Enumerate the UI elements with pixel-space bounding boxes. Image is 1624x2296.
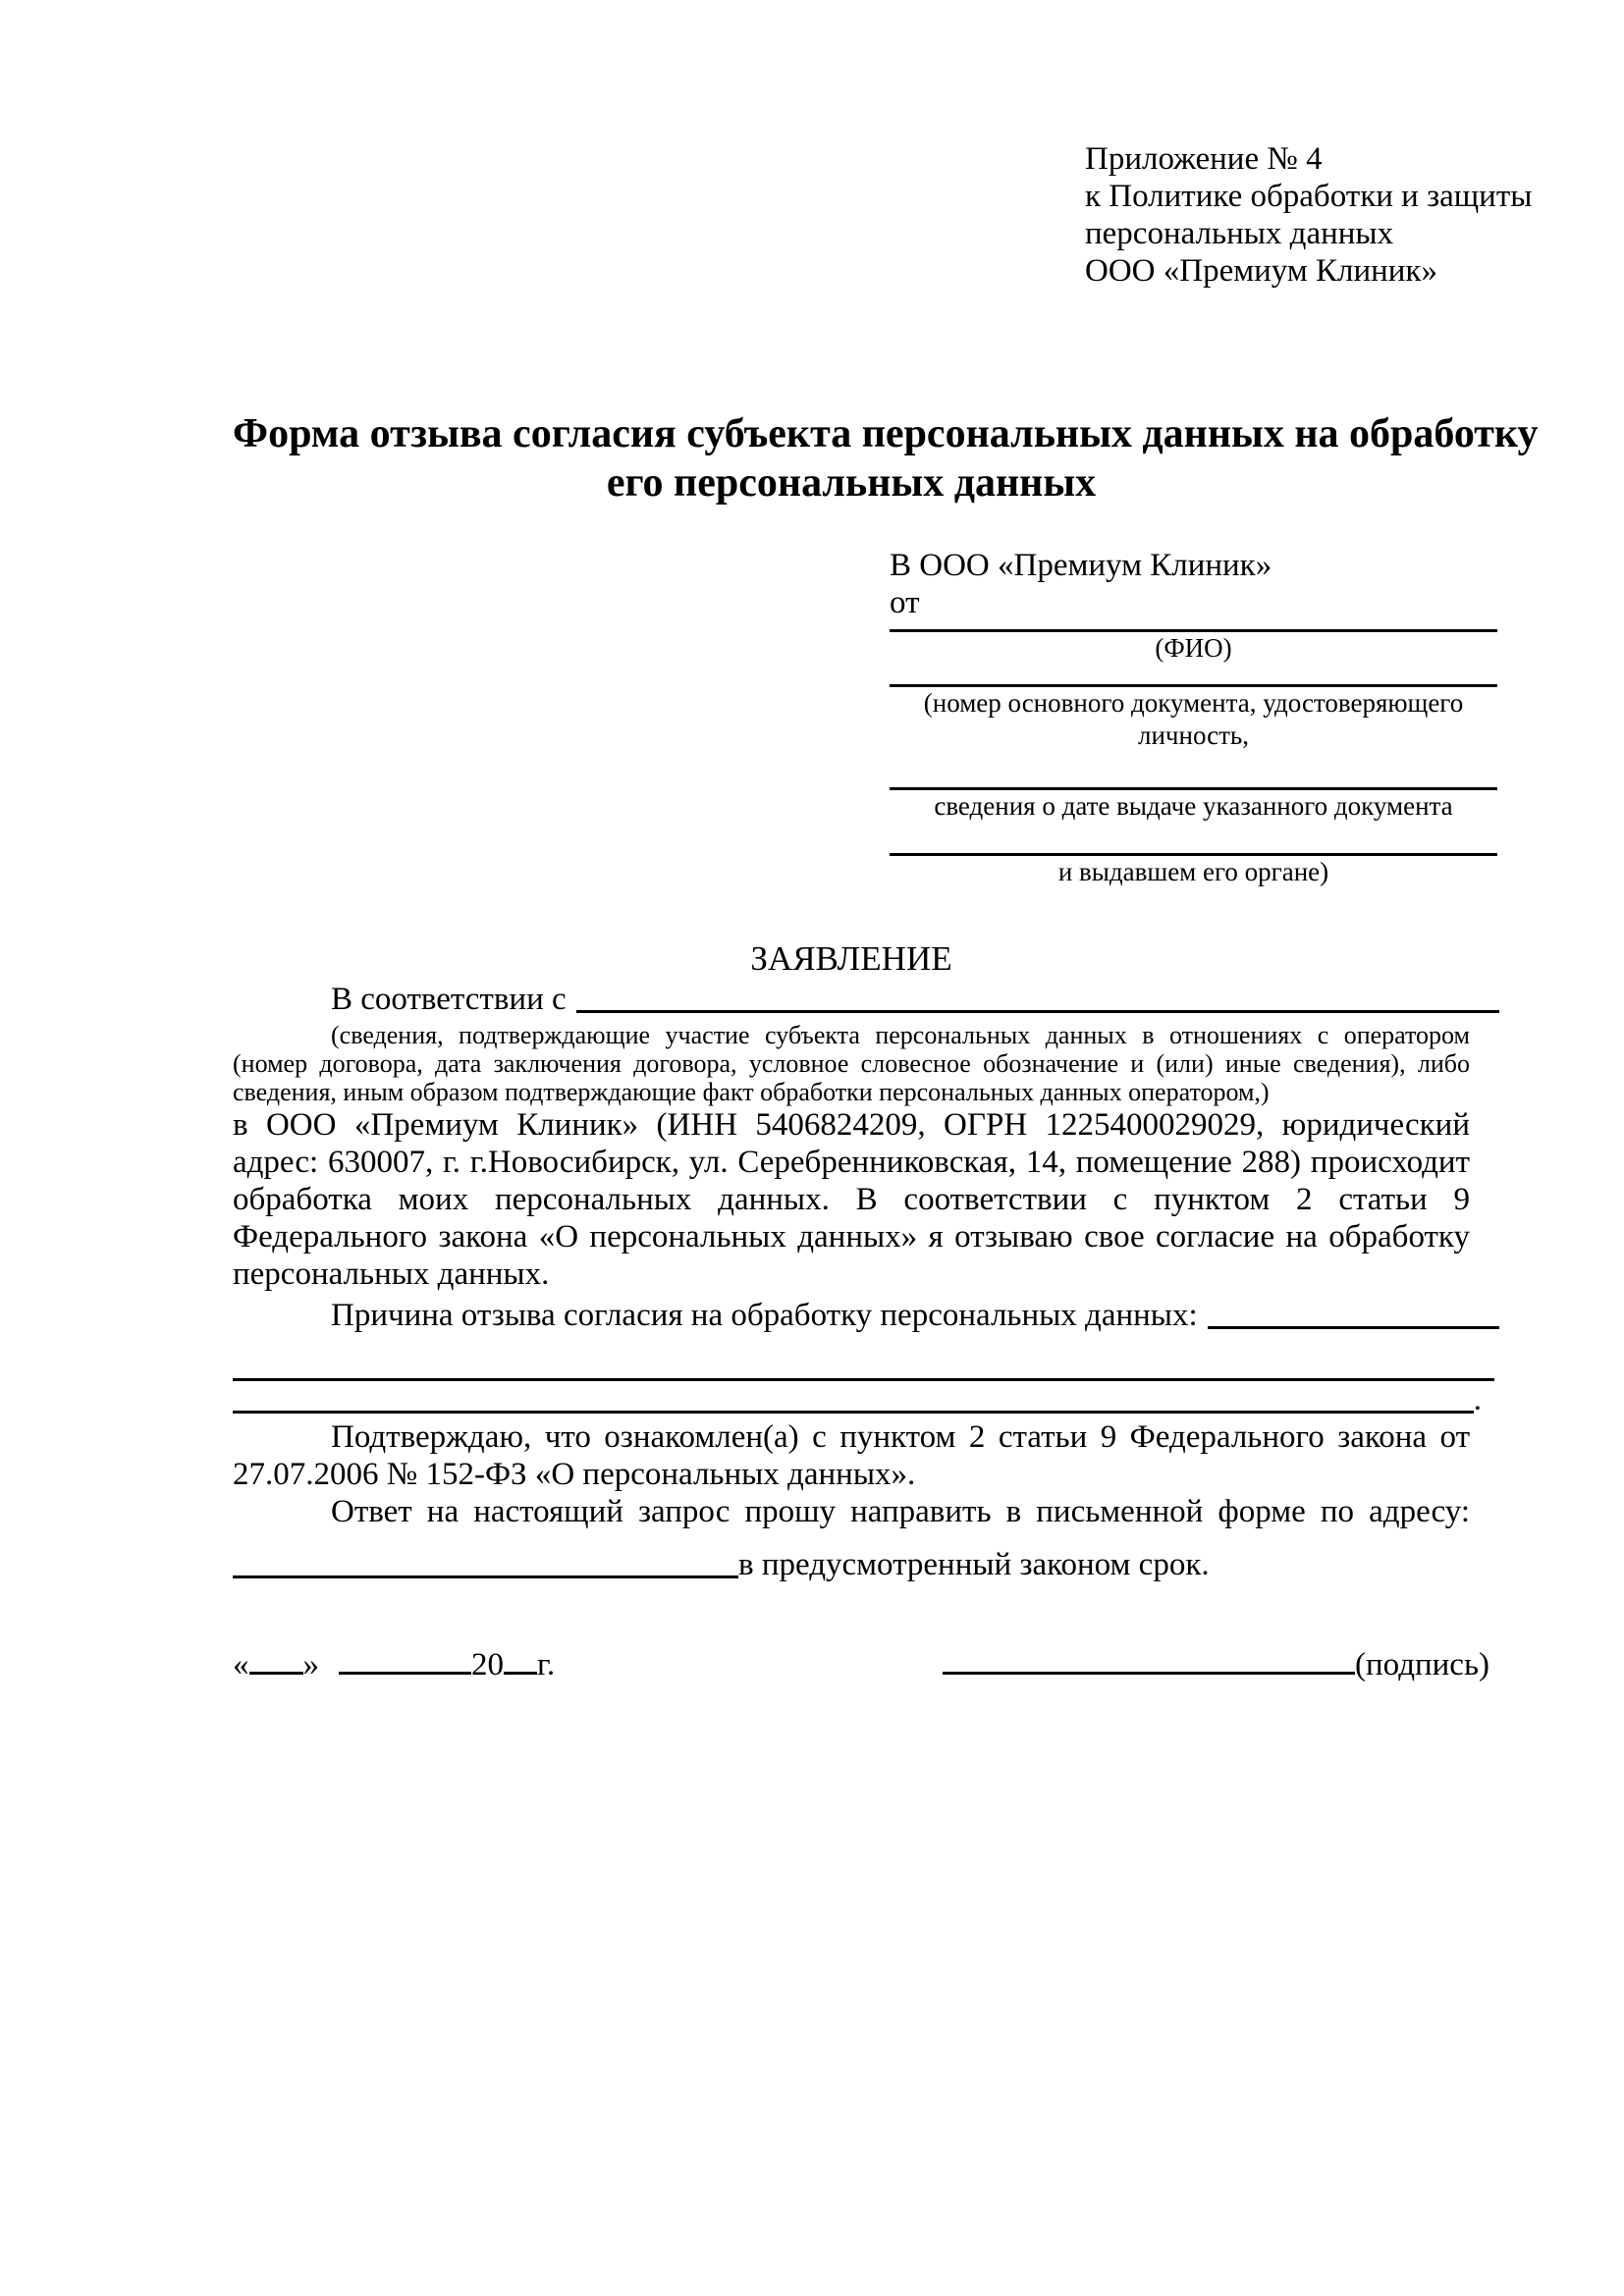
- appendix-block: [1085, 140, 1533, 290]
- year-prefix: 20: [471, 1647, 504, 1682]
- confirmation-paragraph: Подтверждаю, что ознакомлен(а) с пунктом 2 статьи 9 Федерального закона от 27.07.2006 № 152-ФЗ «О персональных данных».: [233, 1419, 1470, 1492]
- recipient-block: [890, 547, 1497, 888]
- year-suffix: г.: [537, 1647, 556, 1682]
- issuing-authority-blank-line: [890, 823, 1497, 856]
- recipient-from: от: [890, 585, 920, 620]
- appendix-line: к Политике обработки и защиты: [1085, 179, 1533, 214]
- signature-line: [943, 1646, 1489, 1683]
- fio-label: (ФИО): [1155, 633, 1232, 663]
- blank-terminator: .: [1473, 1382, 1482, 1417]
- accordance-prefix: В соответствии с: [331, 982, 567, 1017]
- issue-date-blank-line: [890, 752, 1497, 790]
- reason-row: [233, 1293, 1499, 1334]
- fine-print-note: (сведения, подтверждающие участие субъекта персональных данных в отношениях с оператором (номер договора, дата заключения договора, условное словесное обозначение и (или) иные сведения), либо сведения, иным образом подтверждающие факт обработки персональных данных оператором,): [233, 1021, 1470, 1106]
- response-suffix: в предусмотренный законом срок.: [738, 1547, 1210, 1582]
- appendix-line: Приложение № 4: [1085, 141, 1323, 177]
- signature-blank-line: [943, 1668, 1355, 1675]
- address-blank-line: [233, 1546, 738, 1578]
- date-line: [233, 1646, 555, 1683]
- issue-date-label: сведения о дате выдаче указанного документа: [934, 791, 1453, 821]
- page-title-line: Форма отзыва согласия субъекта персональных данных на обработку: [233, 411, 1539, 456]
- date-close-quote: »: [302, 1647, 319, 1682]
- reason-continuation-blank-line: [233, 1381, 1474, 1414]
- appendix-line: ООО «Премиум Клиник»: [1085, 253, 1437, 289]
- date-open-quote: «: [233, 1647, 249, 1682]
- document-number-label: (номер основного документа, удостоверяющего личность,: [923, 688, 1464, 750]
- fio-blank-line: [890, 621, 1497, 632]
- accordance-row: [233, 979, 1499, 1018]
- response-request-paragraph: Ответ на настоящий запрос прошу направить в письменной форме по адресу:: [331, 1494, 1470, 1529]
- year-blank-line: [504, 1668, 537, 1675]
- reason-prefix: Причина отзыва согласия на обработку персональных данных:: [331, 1298, 1198, 1333]
- day-blank-line: [249, 1668, 303, 1675]
- statement-body: в ООО «Премиум Клиник» (ИНН 5406824209, ОГРН 1225400029029, юридический адрес: 630007, г. г.Новосибирск, ул. Серебренниковская, 14, помещение 288) происходит обработка моих персональных данных. В соответствии с пунктом 2 статьи 9 Федерального закона «О персональных данных» я отзываю свое согласие на обработку персональных данных.: [233, 1107, 1470, 1292]
- statement-heading: ЗАЯВЛЕНИЕ: [750, 939, 952, 978]
- document-number-blank-line: [890, 665, 1497, 687]
- issuing-authority-label: и выдавшем его органе): [1057, 857, 1329, 886]
- accordance-blank-line: [576, 981, 1499, 1013]
- reason-continuation-blank-line: [233, 1334, 1494, 1381]
- page-title: [233, 409, 1539, 507]
- reason-blank-line: [1208, 1297, 1499, 1329]
- appendix-line: персональных данных: [1085, 216, 1394, 251]
- signature-label: (подпись): [1355, 1647, 1489, 1682]
- address-row: [233, 1546, 1470, 1583]
- footer-row: [233, 1646, 1489, 1683]
- recipient-to: В ООО «Премиум Клиник»: [890, 548, 1272, 583]
- page-title-line: его персональных данных: [606, 460, 1097, 506]
- reason-continuation-row: [233, 1381, 1482, 1418]
- month-blank-line: [339, 1668, 471, 1675]
